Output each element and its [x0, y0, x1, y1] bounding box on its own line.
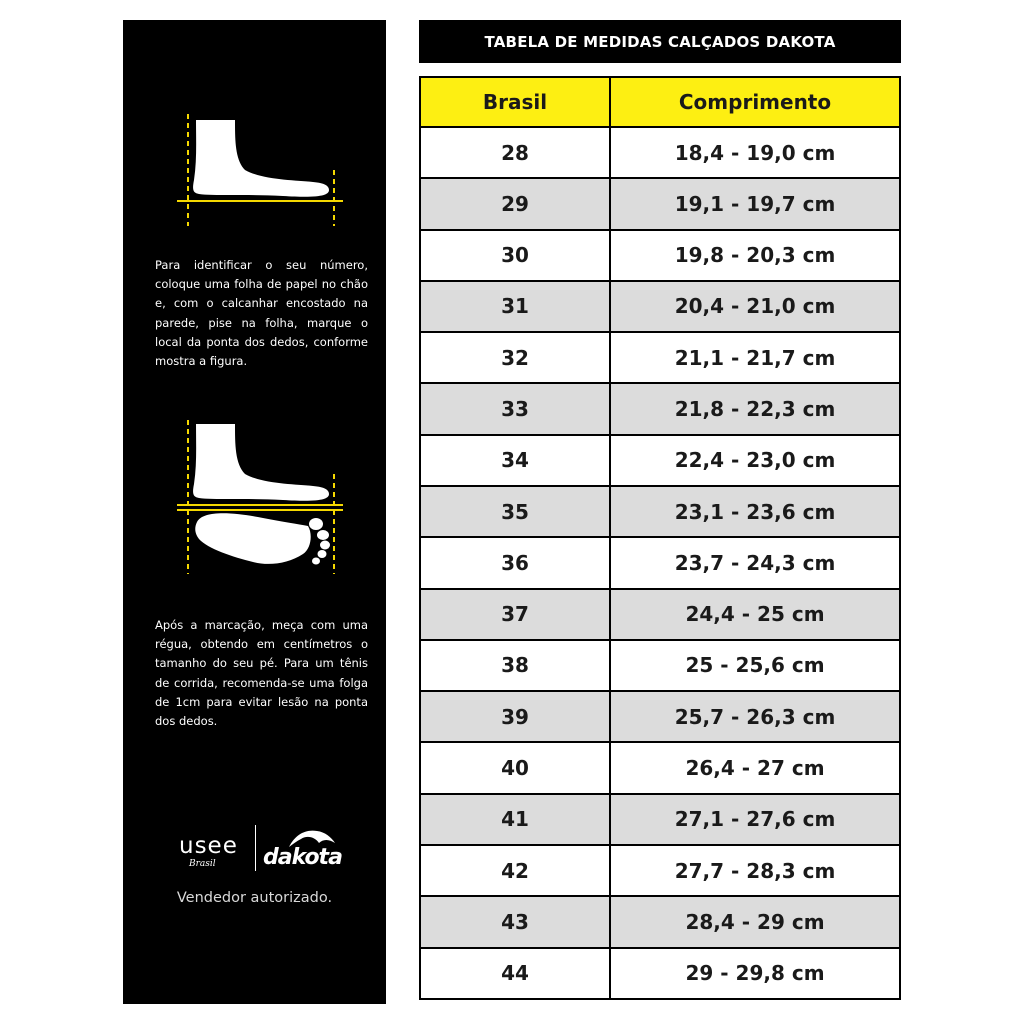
- length-cell: 19,1 - 19,7 cm: [610, 178, 900, 229]
- length-cell: 19,8 - 20,3 cm: [610, 230, 900, 281]
- length-cell: 25 - 25,6 cm: [610, 640, 900, 691]
- header-brasil: Brasil: [420, 77, 610, 127]
- foot-sole-icon: [163, 414, 353, 604]
- size-cell: 38: [420, 640, 610, 691]
- length-cell: 20,4 - 21,0 cm: [610, 281, 900, 332]
- usee-logo: usee: [179, 833, 238, 859]
- instruction-text-2: Após a marcação, meça com uma régua, obtendo em centímetros o tamanho do seu pé. Para um tênis de corrida, recomenda-se uma folga de 1cm para evitar lesão na ponta dos dedos.: [155, 618, 368, 729]
- size-cell: 40: [420, 742, 610, 793]
- table-row: [420, 178, 900, 229]
- instruction-text-1: Para identificar o seu número, coloque uma folha de papel no chão e, com o calcanhar encostado na parede, pise na folha, marque o local da ponta dos dedos, conforme mostra a figura.: [155, 258, 368, 369]
- size-cell: 33: [420, 383, 610, 434]
- table-row: [420, 948, 900, 1000]
- table-row: [420, 486, 900, 537]
- length-cell: 29 - 29,8 cm: [610, 948, 900, 1000]
- length-cell: 25,7 - 26,3 cm: [610, 691, 900, 742]
- logo-divider: [255, 825, 256, 871]
- table-row: [420, 435, 900, 486]
- table-row: [420, 742, 900, 793]
- size-cell: 42: [420, 845, 610, 896]
- size-cell: 29: [420, 178, 610, 229]
- size-cell: 44: [420, 948, 610, 1000]
- length-cell: 21,1 - 21,7 cm: [610, 332, 900, 383]
- table-row: [420, 230, 900, 281]
- size-cell: 41: [420, 794, 610, 845]
- length-cell: 28,4 - 29 cm: [610, 896, 900, 947]
- size-cell: 31: [420, 281, 610, 332]
- length-cell: 26,4 - 27 cm: [610, 742, 900, 793]
- table-row: [420, 691, 900, 742]
- authorized-vendor-text: Vendedor autorizado.: [176, 890, 333, 906]
- table-row: [420, 896, 900, 947]
- foot-side-icon: [163, 110, 353, 230]
- size-cell: 30: [420, 230, 610, 281]
- table-row: [420, 281, 900, 332]
- size-cell: 28: [420, 127, 610, 178]
- table-row: [420, 332, 900, 383]
- length-cell: 27,1 - 27,6 cm: [610, 794, 900, 845]
- length-cell: 27,7 - 28,3 cm: [610, 845, 900, 896]
- size-cell: 32: [420, 332, 610, 383]
- table-header-row: [420, 77, 900, 127]
- table-row: [420, 640, 900, 691]
- size-cell: 35: [420, 486, 610, 537]
- table-row: [420, 794, 900, 845]
- instructions-panel: [123, 20, 386, 1004]
- size-cell: 39: [420, 691, 610, 742]
- length-cell: 21,8 - 22,3 cm: [610, 383, 900, 434]
- usee-logo-subtitle: Brasil: [189, 859, 216, 869]
- length-cell: 23,7 - 24,3 cm: [610, 537, 900, 588]
- table-title: TABELA DE MEDIDAS CALÇADOS DAKOTA: [419, 20, 901, 63]
- table-row: [420, 383, 900, 434]
- dakota-logo: dakota: [263, 845, 342, 870]
- length-cell: 24,4 - 25 cm: [610, 589, 900, 640]
- table-row: [420, 589, 900, 640]
- length-cell: 23,1 - 23,6 cm: [610, 486, 900, 537]
- size-cell: 37: [420, 589, 610, 640]
- size-chart-table: [419, 76, 901, 1000]
- length-cell: 22,4 - 23,0 cm: [610, 435, 900, 486]
- size-cell: 36: [420, 537, 610, 588]
- table-row: [420, 845, 900, 896]
- size-cell: 43: [420, 896, 610, 947]
- table-row: [420, 537, 900, 588]
- table-row: [420, 127, 900, 178]
- size-cell: 34: [420, 435, 610, 486]
- brand-logos: [173, 823, 343, 873]
- header-comprimento: Comprimento: [610, 77, 900, 127]
- length-cell: 18,4 - 19,0 cm: [610, 127, 900, 178]
